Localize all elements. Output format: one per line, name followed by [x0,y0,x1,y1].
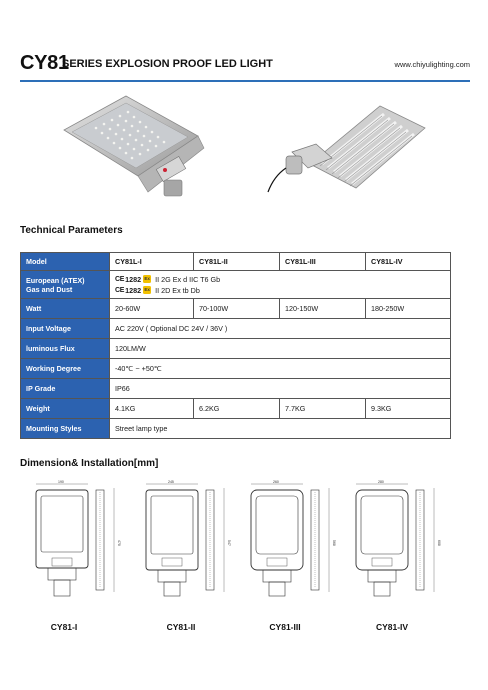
degree-value: -40℃ ~ +50℃ [110,359,451,379]
caption-cy81-iii: CY81-III [269,622,301,632]
ce-mark: CE [115,286,125,294]
flux-label: luminous Flux [21,339,110,359]
website-link[interactable]: www.chiyulighting.com [394,60,470,69]
header-rule [20,80,470,82]
table-row-weight [21,399,451,419]
dimension-heading: Dimension& Installation[mm] [20,458,159,469]
atex-label-line2: Gas and Dust [26,284,73,294]
weight-value: 6.2KG [194,399,280,419]
watt-value: 70-100W [194,299,280,319]
notified-body-code: 1282 [125,285,142,295]
ip-value: IP66 [110,379,451,399]
table-row-voltage [21,319,451,339]
width-dimension: 280 [378,480,384,484]
atex-dust-line [115,285,445,296]
flux-value: 120LM/W [110,339,451,359]
height-dimension: 568 [332,540,336,546]
ex-hexagon-icon: Ex [144,287,150,292]
height-dimension: 547 [227,540,231,546]
weight-label: Weight [21,399,110,419]
product-photo-front [56,92,206,200]
column-cy81l-i: CY81L-I [110,253,194,271]
column-cy81l-iv: CY81L-IV [366,253,451,271]
voltage-value: AC 220V ( Optional DC 24V / 36V ) [110,319,451,339]
height-dimension: 470 [117,540,121,546]
watt-value: 180-250W [366,299,451,319]
title-model: CY81 [20,52,69,74]
table-row-flux [21,339,451,359]
table-row-degree [21,359,451,379]
column-cy81l-iii: CY81L-III [280,253,366,271]
watt-label: Watt [21,299,110,319]
column-cy81l-ii: CY81L-II [194,253,280,271]
weight-value: 7.7KG [280,399,366,419]
weight-value: 4.1KG [110,399,194,419]
table-row-watt [21,299,451,319]
atex-label [21,271,110,299]
table-row-atex [21,271,451,299]
ex-hexagon-icon: Ex [144,276,150,281]
watt-value: 120-150W [280,299,366,319]
height-dimension: 608 [437,540,441,546]
voltage-label: Input Voltage [21,319,110,339]
caption-cy81-ii: CY81-II [166,622,196,632]
drawing-cy81-iii [245,480,345,600]
notified-body-code: 1282 [125,274,142,284]
drawing-cy81-iv [350,480,450,600]
width-dimension: 190 [58,480,64,484]
spec-table [20,252,451,439]
page-header [20,52,470,78]
drawing-cy81-ii [140,480,240,600]
title-text: SERIES EXPLOSION PROOF LED LIGHT [62,58,273,70]
technical-parameters-heading: Technical Parameters [20,225,123,236]
drawing-cy81-i [30,480,130,600]
mounting-label: Mounting Styles [21,419,110,439]
caption-cy81-i: CY81-I [50,622,78,632]
degree-label: Working Degree [21,359,110,379]
product-photo-rear [260,94,430,204]
weight-value: 9.3KG [366,399,451,419]
ce-mark: CE [115,275,125,283]
width-dimension: 260 [273,480,279,484]
watt-value: 20-60W [110,299,194,319]
width-dimension: 245 [168,480,174,484]
atex-gas-marking: II 2G Ex d IIC T6 Gb [155,274,221,284]
atex-label-line1: European (ATEX) [26,275,85,285]
ip-label: IP Grade [21,379,110,399]
atex-dust-marking: II 2D Ex tb Db [155,285,200,295]
table-header-row [21,253,451,271]
mounting-value: Street lamp type [110,419,451,439]
atex-value [110,271,451,299]
table-row-ip [21,379,451,399]
model-header: Model [21,253,110,271]
table-row-mounting [21,419,451,439]
atex-gas-line [115,274,445,285]
caption-cy81-iv: CY81-IV [375,622,409,632]
